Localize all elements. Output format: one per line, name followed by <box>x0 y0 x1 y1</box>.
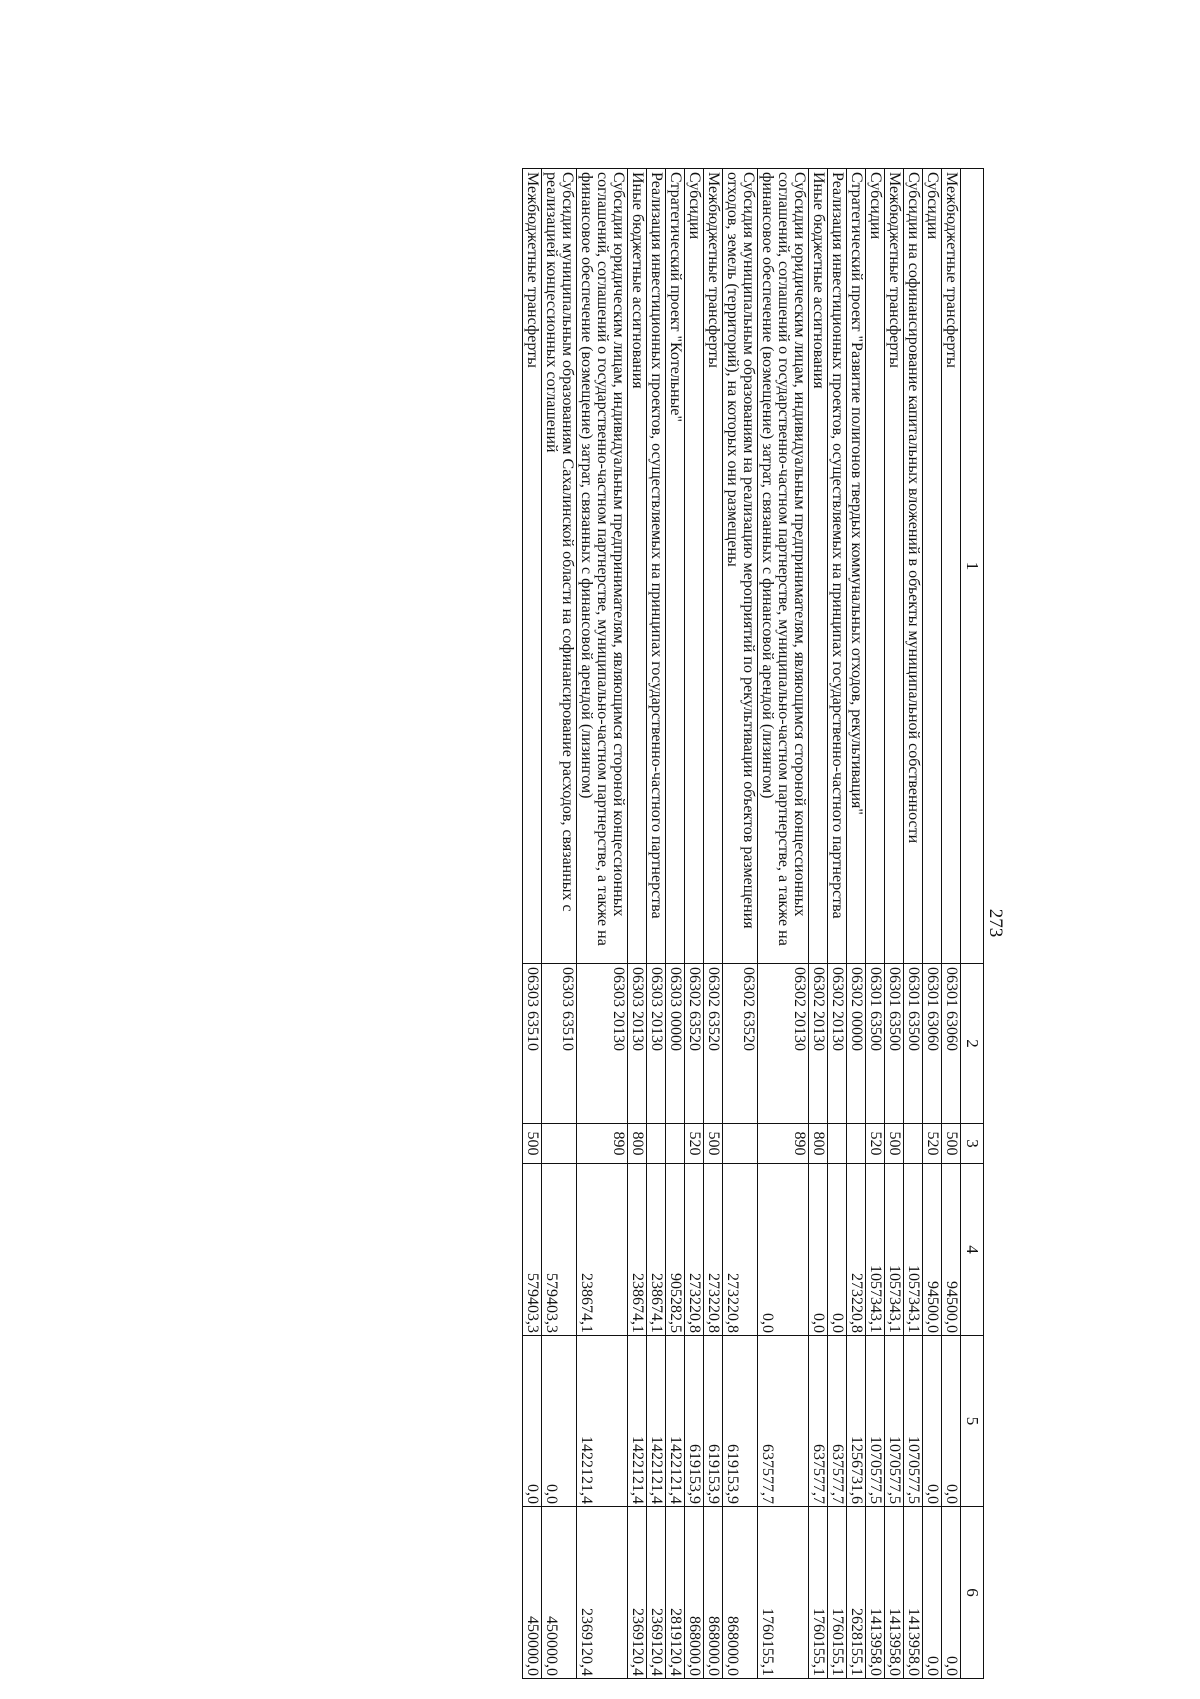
row-code: 06303 63510 <box>523 964 542 1124</box>
row-value-6: 2369120,4 <box>577 1507 628 1679</box>
row-name: Стратегический проект "Развитие полигонов твердых коммунальных отходов, рекультивация" <box>847 169 866 964</box>
row-value-5: 0,0 <box>542 1336 577 1507</box>
row-value-4: 0,0 <box>758 1164 809 1336</box>
row-value-6: 450000,0 <box>523 1507 542 1679</box>
row-value-5: 0,0 <box>523 1336 542 1507</box>
row-value-4: 1057343,1 <box>866 1164 885 1336</box>
table-row <box>628 169 647 1679</box>
row-vr: 890 <box>758 1124 809 1164</box>
row-value-6: 1760155,1 <box>828 1507 847 1679</box>
row-vr: 800 <box>628 1124 647 1164</box>
row-value-4: 0,0 <box>828 1164 847 1336</box>
row-value-5: 1256731,6 <box>847 1336 866 1507</box>
rotated-page-content <box>66 168 1006 1678</box>
row-value-4: 1057343,1 <box>885 1164 904 1336</box>
row-value-5: 1070577,5 <box>885 1336 904 1507</box>
row-vr <box>666 1124 685 1164</box>
row-value-6: 1413958,0 <box>866 1507 885 1679</box>
row-vr <box>904 1124 923 1164</box>
row-value-6: 1760155,1 <box>758 1507 809 1679</box>
row-code: 06301 63500 <box>866 964 885 1124</box>
row-code: 06302 00000 <box>847 964 866 1124</box>
row-value-5: 619153,9 <box>685 1336 704 1507</box>
row-value-5: 0,0 <box>942 1336 961 1507</box>
row-value-5: 1422121,4 <box>577 1336 628 1507</box>
table-row <box>666 169 685 1679</box>
row-vr <box>723 1124 758 1164</box>
table-row <box>828 169 847 1679</box>
table-row <box>866 169 885 1679</box>
row-code: 06302 20130 <box>758 964 809 1124</box>
row-value-5: 637577,7 <box>758 1336 809 1507</box>
table-row <box>685 169 704 1679</box>
row-value-4: 273220,8 <box>685 1164 704 1336</box>
row-vr: 500 <box>885 1124 904 1164</box>
row-value-5: 1422121,4 <box>628 1336 647 1507</box>
row-name: Иные бюджетные ассигнования <box>628 169 647 964</box>
budget-table <box>522 168 984 1679</box>
row-vr <box>847 1124 866 1164</box>
row-name: Реализация инвестиционных проектов, осуществляемых на принципах государственно-частного партнерства <box>828 169 847 964</box>
table-row <box>847 169 866 1679</box>
row-value-4: 273220,8 <box>723 1164 758 1336</box>
row-value-4: 1057343,1 <box>904 1164 923 1336</box>
row-code: 06303 00000 <box>666 964 685 1124</box>
table-row <box>704 169 723 1679</box>
table-row <box>723 169 758 1679</box>
row-value-6: 868000,0 <box>704 1507 723 1679</box>
row-value-5: 1422121,4 <box>666 1336 685 1507</box>
column-header-2: 2 <box>961 964 984 1124</box>
column-header-4: 4 <box>961 1164 984 1336</box>
row-name: Межбюджетные трансферты <box>942 169 961 964</box>
row-value-6: 1413958,0 <box>904 1507 923 1679</box>
row-value-5: 1070577,5 <box>904 1336 923 1507</box>
row-value-5: 1422121,4 <box>647 1336 666 1507</box>
row-name: Субсидии <box>685 169 704 964</box>
row-value-4: 579403,3 <box>542 1164 577 1336</box>
row-code: 06303 20130 <box>628 964 647 1124</box>
table-row <box>647 169 666 1679</box>
row-vr: 520 <box>866 1124 885 1164</box>
row-value-6: 2628155,1 <box>847 1507 866 1679</box>
row-code: 06302 63520 <box>723 964 758 1124</box>
row-code: 06302 20130 <box>809 964 828 1124</box>
row-value-6: 450000,0 <box>542 1507 577 1679</box>
table-row <box>904 169 923 1679</box>
row-name: Реализация инвестиционных проектов, осуществляемых на принципах государственно-частного партнерства <box>647 169 666 964</box>
table-row <box>523 169 542 1679</box>
row-name: Субсидия муниципальным образованиям на реализацию мероприятий по рекультивации объектов размещения отходов, земель (территорий), на которых они размещены <box>723 169 758 964</box>
page-number: 273 <box>985 908 1006 938</box>
table-row <box>923 169 942 1679</box>
row-value-4: 905282,5 <box>666 1164 685 1336</box>
table-row <box>885 169 904 1679</box>
row-vr: 520 <box>685 1124 704 1164</box>
row-value-4: 0,0 <box>809 1164 828 1336</box>
row-value-4: 273220,8 <box>704 1164 723 1336</box>
row-value-4: 238674,1 <box>577 1164 628 1336</box>
row-code: 06302 63520 <box>685 964 704 1124</box>
row-value-5: 619153,9 <box>704 1336 723 1507</box>
row-value-4: 238674,1 <box>647 1164 666 1336</box>
row-value-5: 619153,9 <box>723 1336 758 1507</box>
row-name: Субсидии на софинансирование капитальных вложений в объекты муниципальной собственности <box>904 169 923 964</box>
row-code: 06303 63510 <box>542 964 577 1124</box>
row-value-5: 637577,7 <box>828 1336 847 1507</box>
row-value-6: 1760155,1 <box>809 1507 828 1679</box>
row-value-6: 1413958,0 <box>885 1507 904 1679</box>
row-name: Иные бюджетные ассигнования <box>809 169 828 964</box>
row-value-6: 0,0 <box>923 1507 942 1679</box>
row-value-4: 94500,0 <box>923 1164 942 1336</box>
row-code: 06301 63060 <box>942 964 961 1124</box>
row-code: 06302 63520 <box>704 964 723 1124</box>
row-value-6: 2369120,4 <box>628 1507 647 1679</box>
row-vr: 800 <box>809 1124 828 1164</box>
column-header-1: 1 <box>961 169 984 964</box>
row-value-5: 637577,7 <box>809 1336 828 1507</box>
row-value-4: 579403,3 <box>523 1164 542 1336</box>
column-header-6: 6 <box>961 1507 984 1679</box>
row-code: 06301 63060 <box>923 964 942 1124</box>
row-vr <box>828 1124 847 1164</box>
row-vr <box>647 1124 666 1164</box>
row-name: Субсидии юридическим лицам, индивидуальным предпринимателям, являющимся стороной концессионных соглашений, соглашений о государственно-частном партнерстве, муниципально-частном партнерстве, а также на финансовое обеспечение (возмещение) затрат, связанных с финансовой арендой (лизингом) <box>577 169 628 964</box>
row-name: Субсидии <box>866 169 885 964</box>
row-value-6: 2369120,4 <box>647 1507 666 1679</box>
column-header-3: 3 <box>961 1124 984 1164</box>
row-code: 06303 20130 <box>577 964 628 1124</box>
row-name: Межбюджетные трансферты <box>704 169 723 964</box>
table-row <box>542 169 577 1679</box>
row-vr: 500 <box>523 1124 542 1164</box>
row-code: 06301 63500 <box>885 964 904 1124</box>
row-name: Межбюджетные трансферты <box>885 169 904 964</box>
column-header-5: 5 <box>961 1336 984 1507</box>
row-value-6: 868000,0 <box>723 1507 758 1679</box>
table-row <box>577 169 628 1679</box>
header-row <box>961 169 984 1679</box>
row-name: Межбюджетные трансферты <box>523 169 542 964</box>
row-name: Субсидии муниципальным образованиям Сахалинской области на софинансирование расходов, связанных с реализацией концессионных соглашений <box>542 169 577 964</box>
row-vr: 520 <box>923 1124 942 1164</box>
row-value-6: 2819120,4 <box>666 1507 685 1679</box>
row-vr: 500 <box>942 1124 961 1164</box>
row-value-4: 238674,1 <box>628 1164 647 1336</box>
row-code: 06302 20130 <box>828 964 847 1124</box>
row-name: Субсидии <box>923 169 942 964</box>
table-row <box>809 169 828 1679</box>
row-code: 06303 20130 <box>647 964 666 1124</box>
row-value-4: 273220,8 <box>847 1164 866 1336</box>
row-value-6: 868000,0 <box>685 1507 704 1679</box>
row-vr <box>542 1124 577 1164</box>
table-row <box>758 169 809 1679</box>
row-code: 06301 63500 <box>904 964 923 1124</box>
row-value-4: 94500,0 <box>942 1164 961 1336</box>
table-row <box>942 169 961 1679</box>
row-vr: 500 <box>704 1124 723 1164</box>
row-vr: 890 <box>577 1124 628 1164</box>
row-value-5: 0,0 <box>923 1336 942 1507</box>
row-name: Субсидии юридическим лицам, индивидуальным предпринимателям, являющимся стороной концессионных соглашений, соглашений о государственно-частном партнерстве, муниципально-частном партнерстве, а также на финансовое обеспечение (возмещение) затрат, связанных с финансовой арендой (лизингом) <box>758 169 809 964</box>
row-value-5: 1070577,5 <box>866 1336 885 1507</box>
row-value-6: 0,0 <box>942 1507 961 1679</box>
row-name: Стратегический проект "Котельные" <box>666 169 685 964</box>
